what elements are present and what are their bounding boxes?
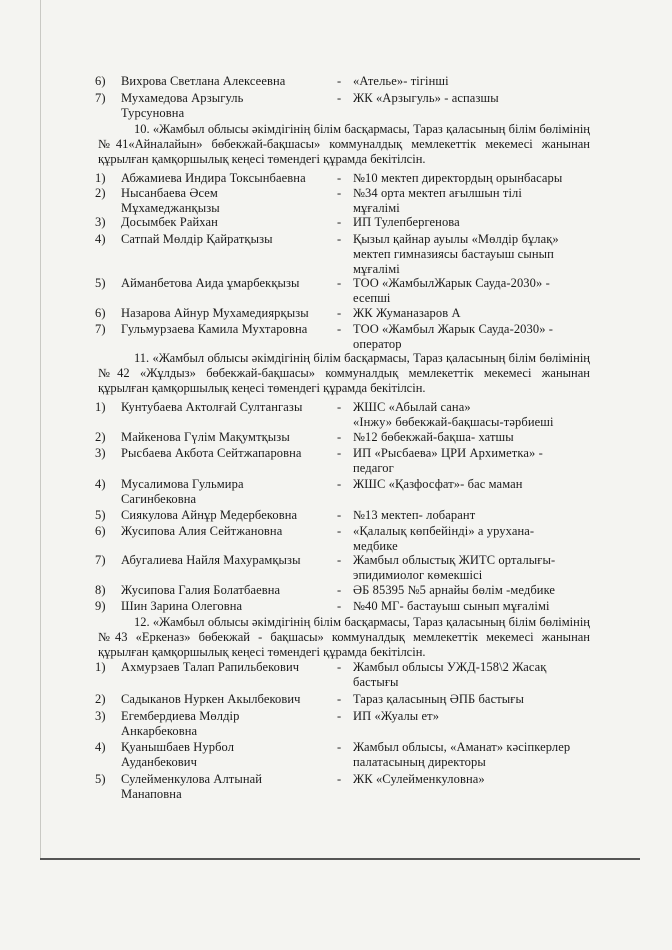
- member-name: Рысбаева Акбота Сейтжапаровна: [121, 446, 302, 460]
- member-dash: -: [337, 400, 342, 414]
- member-role: ТОО «Жамбыл Жарык Сауда-2030» - оператор: [353, 322, 554, 351]
- member-dash: -: [337, 74, 342, 88]
- member-number: 2): [95, 430, 106, 444]
- member-number: 2): [95, 186, 106, 200]
- member-dash: -: [337, 276, 342, 290]
- member-number: 4): [95, 232, 106, 246]
- member-number: 2): [95, 692, 106, 706]
- member-dash: -: [337, 477, 342, 491]
- member-role: ӘБ 85395 №5 арнайы бөлім -медбике: [353, 583, 556, 597]
- member-dash: -: [337, 430, 342, 444]
- member-dash: -: [337, 583, 342, 597]
- member-role: ТОО «ЖамбылЖарык Сауда-2030» - есепші: [353, 276, 550, 305]
- member-dash: -: [337, 171, 342, 185]
- member-role: Жамбыл облысы, «Аманат» кәсіпкерлер палатасының директоры: [353, 740, 571, 769]
- member-dash: -: [337, 322, 342, 336]
- member-dash: -: [337, 709, 342, 723]
- member-role: Қызыл қайнар ауылы «Мөлдір бұлақ» мектеп гимназиясы бастауыш сынып мұғалімі: [353, 232, 559, 276]
- member-number: 5): [95, 508, 106, 522]
- member-name: Егембердиева Мөлдір Анкарбековна: [121, 709, 240, 738]
- member-number: 4): [95, 740, 106, 754]
- member-number: 8): [95, 583, 106, 597]
- member-number: 7): [95, 322, 106, 336]
- member-role: №10 мектеп директордың орынбасары: [353, 171, 563, 185]
- member-name: Досымбек Райхан: [121, 215, 218, 229]
- member-number: 6): [95, 524, 106, 538]
- member-role: №34 орта мектеп ағылшын тілі мұғалімі: [353, 186, 522, 215]
- member-name: Шин Зарина Олеговна: [121, 599, 243, 613]
- member-role: ИП «Рысбаева» ЦРИ Архиметка» - педагог: [353, 446, 543, 475]
- member-number: 3): [95, 709, 106, 723]
- member-name: Садыканов Нуркен Акылбекович: [121, 692, 301, 706]
- member-name: Майкенова Гүлім Мақумтқызы: [121, 430, 290, 444]
- member-role: ЖШС «Қазфосфат»- бас маман: [353, 477, 523, 491]
- member-role: ЖК «Арзыгуль» - аспазшы: [353, 91, 499, 105]
- member-role: ЖК «Сулейменкуловна»: [353, 772, 485, 786]
- member-name: Мухамедова Арзыгуль Турсуновна: [121, 91, 244, 120]
- member-role: №13 мектеп- лобарант: [353, 508, 476, 522]
- member-role: Жамбыл облысы УЖД-158\2 Жасақ бастығы: [353, 660, 547, 689]
- member-number: 1): [95, 660, 106, 674]
- member-dash: -: [337, 91, 342, 105]
- member-role: «Ателье»- тігінші: [353, 74, 449, 88]
- member-number: 5): [95, 772, 106, 786]
- member-number: 9): [95, 599, 106, 613]
- member-name: Кунтубаева Актолғай Султангазы: [121, 400, 303, 414]
- member-dash: -: [337, 524, 342, 538]
- member-role: №40 МГ- бастауыш сынып мұғалімі: [353, 599, 550, 613]
- member-dash: -: [337, 772, 342, 786]
- member-dash: -: [337, 508, 342, 522]
- scan-edge-left: [40, 0, 41, 860]
- member-name: Сулейменкулова Алтынай Манаповна: [121, 772, 263, 801]
- scan-bottom-edge: [40, 858, 640, 860]
- member-name: Сиякулова Айнұр Медербековна: [121, 508, 298, 522]
- member-role: ИП Тулепбергенова: [353, 215, 460, 229]
- member-number: 3): [95, 446, 106, 460]
- member-dash: -: [337, 232, 342, 246]
- member-name: Абжамиева Индира Токсынбаевна: [121, 171, 306, 185]
- member-name: Ахмурзаев Талап Рапильбекович: [121, 660, 300, 674]
- member-dash: -: [337, 599, 342, 613]
- member-dash: -: [337, 553, 342, 567]
- member-role: Жамбыл облыстық ЖИТС орталығы- эпидимиолог көмекшісі: [353, 553, 556, 582]
- member-number: 1): [95, 400, 106, 414]
- member-name: Айманбетова Аида ұмарбекқызы: [121, 276, 300, 290]
- member-name: Абугалиева Найля Махурамқызы: [121, 553, 301, 567]
- member-dash: -: [337, 215, 342, 229]
- member-number: 4): [95, 477, 106, 491]
- member-role: «Қалалық көпбейінді» а урухана- медбике: [353, 524, 535, 553]
- member-number: 7): [95, 553, 106, 567]
- member-role: ЖК Жуманазаров А: [353, 306, 461, 320]
- section-12-paragraph: 12. «Жамбыл облысы әкімдігінің білім басқармасы, Тараз қаласының білім бөлімінің №43 «Еркеназ» бөбекжай - бақшасы» коммуналдық мемлекеттік мекемесі жанынан құрылған қамқоршылық кеңесі төмендегі құрамда бекітілсін.: [98, 615, 590, 659]
- member-role: ЖШС «Абылай сана» «Інжу» бөбекжай-бақшасы-тәрбиеші: [353, 400, 554, 429]
- member-number: 1): [95, 171, 106, 185]
- section-11-paragraph: 11. «Жамбыл облысы әкімдігінің білім басқармасы, Тараз қаласының білім бөлімінің №42 «Жұлдыз» бөбекжай-бақшасы» коммуналдық мемлекеттік мекемесі жанынан құрылған қамқоршылық кеңесі төмендегі құрамда бекітілсін.: [98, 351, 590, 395]
- member-name: Қуанышбаев Нурбол Ауданбекович: [121, 740, 235, 769]
- member-name: Жусипова Алия Сейтжановна: [121, 524, 283, 538]
- member-name: Назарова Айнур Мухамедиярқызы: [121, 306, 309, 320]
- member-dash: -: [337, 692, 342, 706]
- member-dash: -: [337, 446, 342, 460]
- member-number: 6): [95, 306, 106, 320]
- member-dash: -: [337, 660, 342, 674]
- member-role: №12 бөбекжай-бақша- хатшы: [353, 430, 514, 444]
- member-number: 7): [95, 91, 106, 105]
- member-name: Нысанбаева Әсем Мұхамеджанқызы: [121, 186, 220, 215]
- member-number: 5): [95, 276, 106, 290]
- member-dash: -: [337, 186, 342, 200]
- member-name: Вихрова Светлана Алексеевна: [121, 74, 286, 88]
- member-dash: -: [337, 740, 342, 754]
- member-role: Тараз қаласының ӘПБ бастығы: [353, 692, 524, 706]
- member-dash: -: [337, 306, 342, 320]
- member-role: ИП «Жуалы ет»: [353, 709, 440, 723]
- member-name: Гульмурзаева Камила Мухтаровна: [121, 322, 308, 336]
- member-name: Сатпай Мөлдір Қайратқызы: [121, 232, 273, 246]
- member-name: Жусипова Галия Болатбаевна: [121, 583, 281, 597]
- section-10-paragraph: 10. «Жамбыл облысы әкімдігінің білім басқармасы, Тараз қаласының білім бөлімінің №41«Айналайын» бөбекжай-бақшасы» коммуналдық мемлекеттік мекемесі жанынан құрылған қамқоршылық кеңесі төмендегі құрамда бекітілсін.: [98, 122, 590, 166]
- member-name: Мусалимова Гульмира Сагинбековна: [121, 477, 244, 506]
- member-number: 3): [95, 215, 106, 229]
- member-number: 6): [95, 74, 106, 88]
